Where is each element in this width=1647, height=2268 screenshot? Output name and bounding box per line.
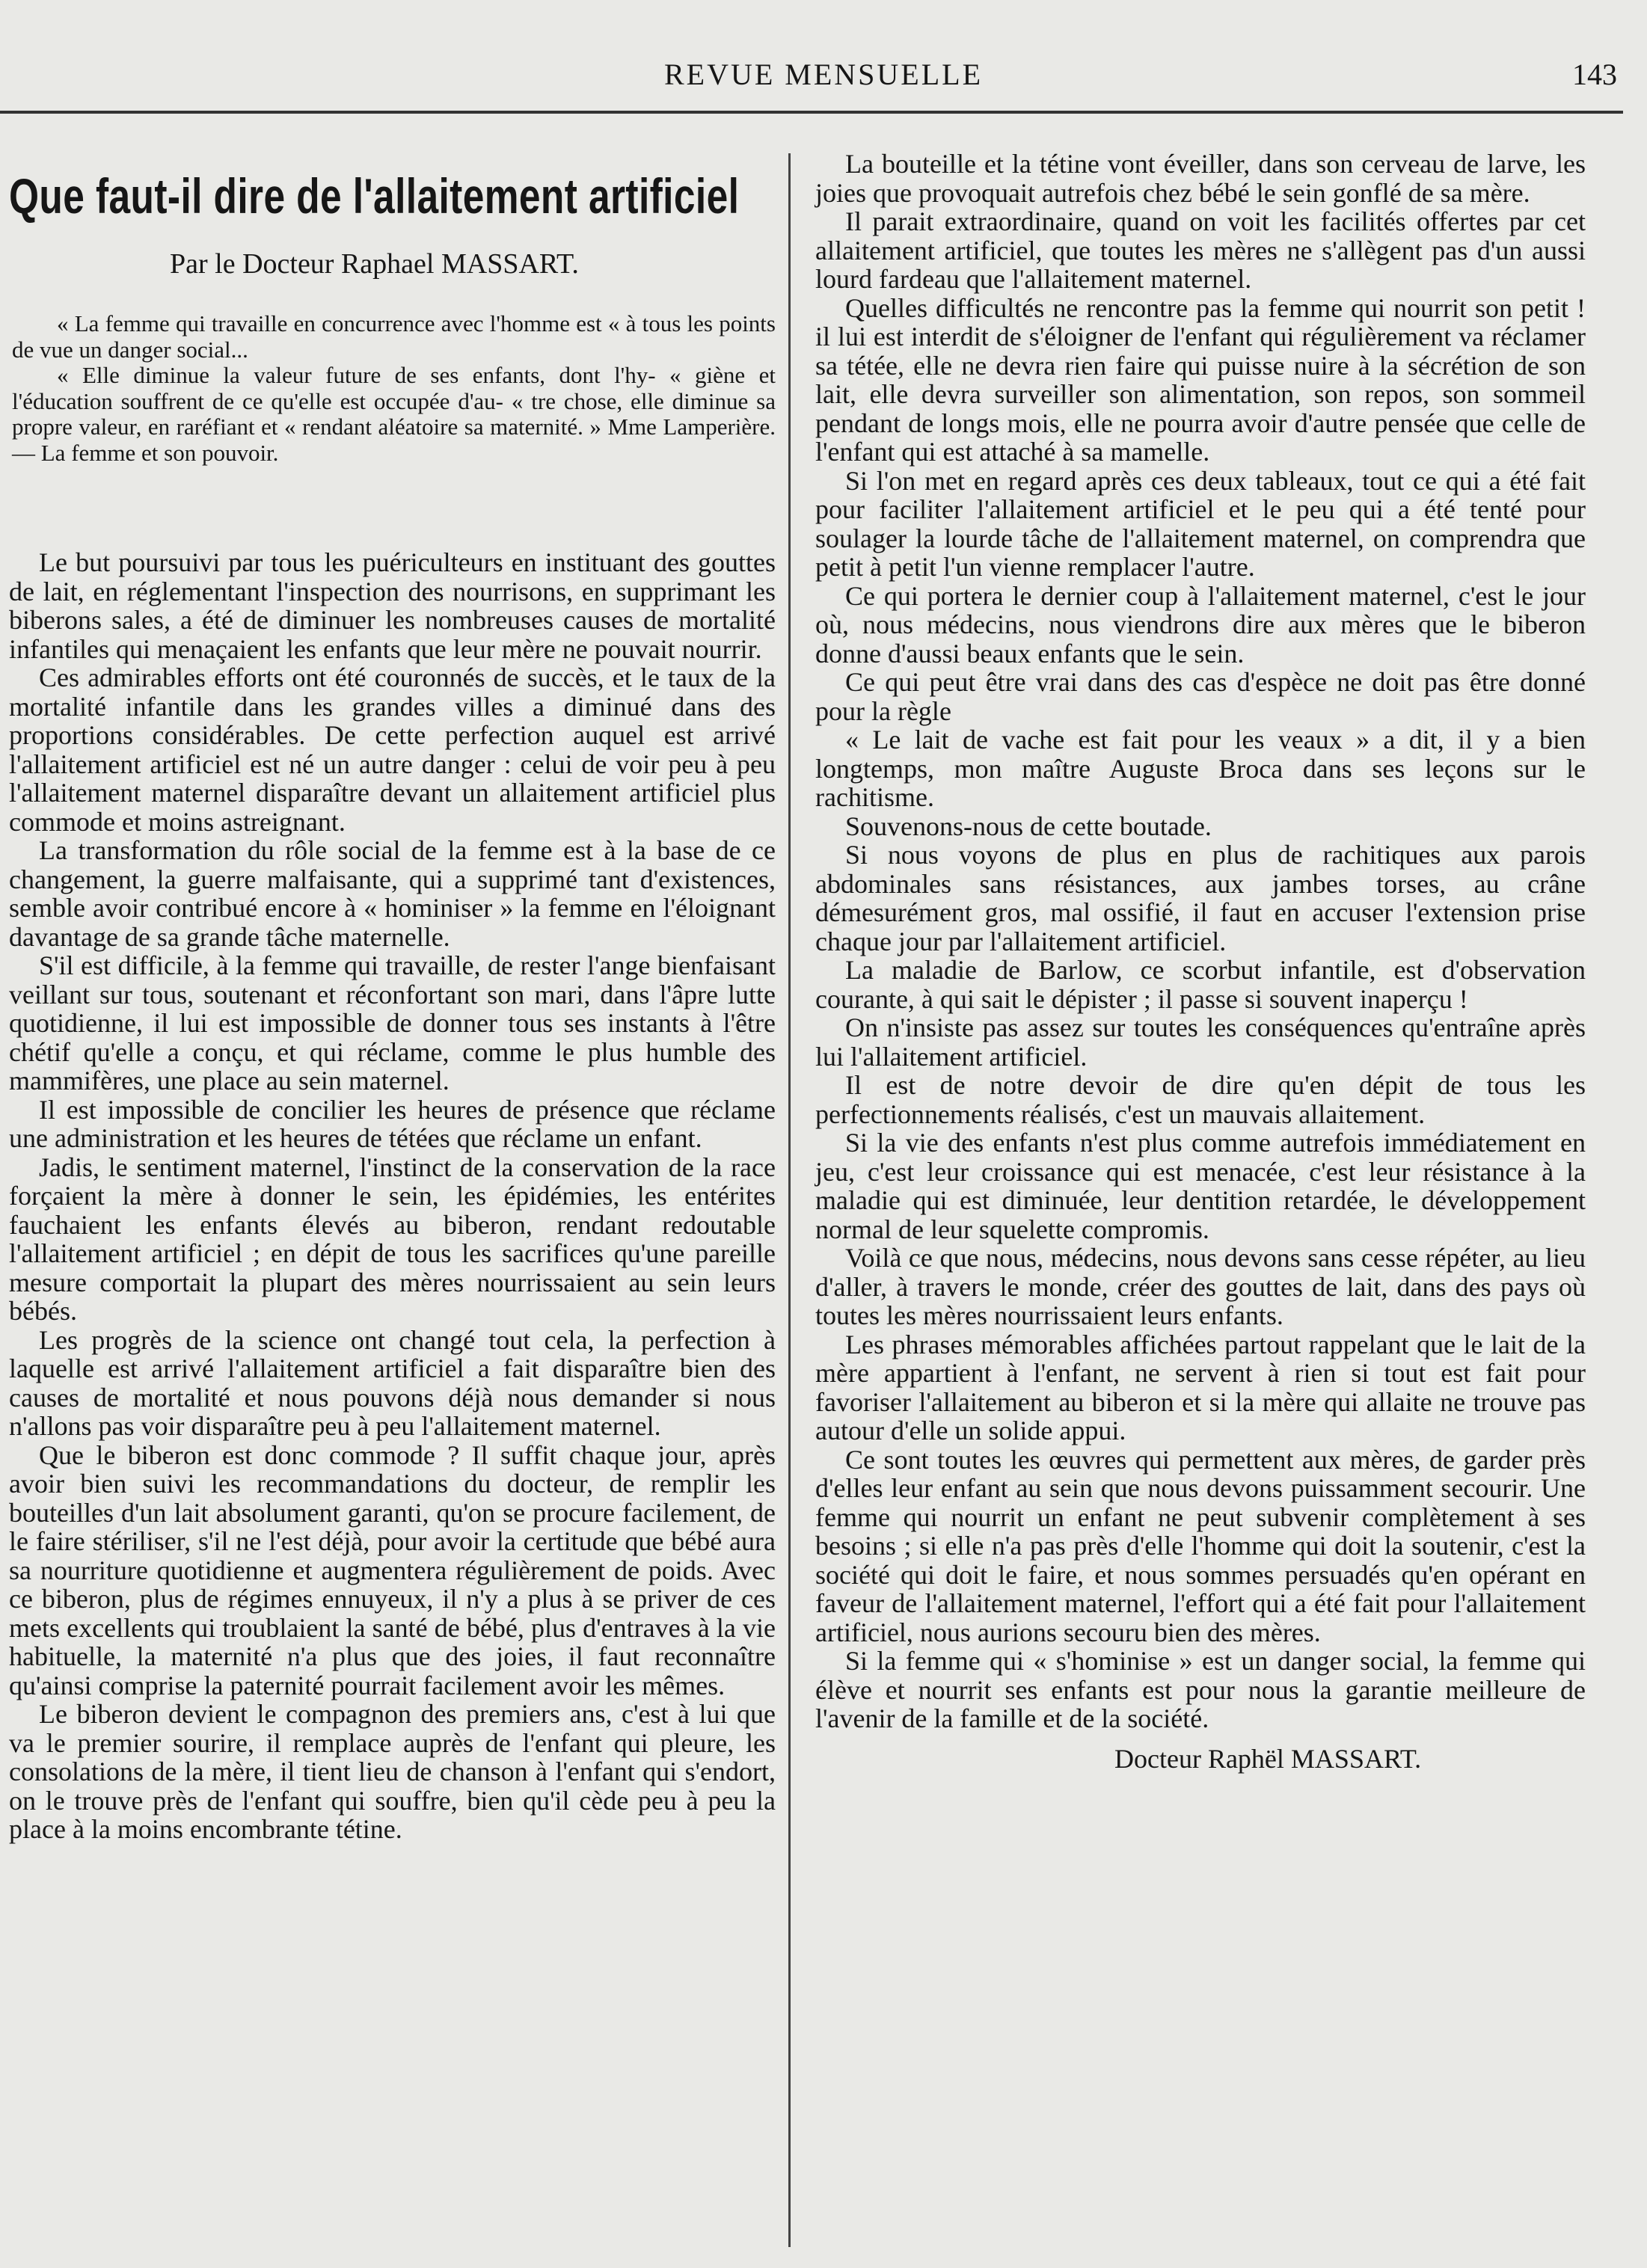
paragraph: Les phrases mémorables affichées partout rappelant que le lait de la mère appartient à l'enfant, ne servent à rien si tout est fait pour favoriser l'allaitement au biberon et si la mère qui allaite ne trouve pas autour d'elle un solide appui. [815,1329,1586,1445]
paragraph: Ce sont toutes les œuvres qui permettent aux mères, de garder près d'elles leur enfant au sein que nous devons puissamment secourir. Une femme qui nourrit un enfant ne peut subvenir complètement à ses besoins ; si elle n'a pas près d'elle l'homme qui doit la soutenir, c'est la société qui doit le faire, et nous sommes persuadés qu'en opérant en faveur de l'allaitement maternel, l'effort qui a été fait pour l'allaitement artificiel, nous aurions secouru bien des mères. [815,1444,1586,1647]
paragraph: Jadis, le sentiment maternel, l'instinct de la conservation de la race forçaient la mère à donner le sein, les épidémies, les entérites fauchaient les enfants élevés au biberon, rendant redoutable l'allaitement artificiel ; en dépit de tous les sacrifices qu'une pareille mesure comportait la plupart des mères nourrissaient au sein leurs bébés. [9,1152,776,1326]
paragraph: Voilà ce que nous, médecins, nous devons sans cesse répéter, au lieu d'aller, à travers le monde, créer des gouttes de lait, dans des pays où toutes les mères nourrissaient leurs enfants. [815,1243,1586,1330]
paragraph: Que le biberon est donc commode ? Il suffit chaque jour, après avoir bien suivi les recommandations du docteur, de remplir les bouteilles d'un lait absolument garanti, qu'on se procure facilement, de le faire stériliser, s'il ne l'est déjà, pour avoir la certitude que bébé aura sa nourriture quotidienne et augmentera régulièrement de poids. Avec ce biberon, plus de régimes ennuyeux, il n'y a plus à se priver de ces mets excellents qui troublaient la santé de bébé, plus d'entraves à la vie habituelle, la maternité n'a plus que des joies, il faut reconnaître qu'ainsi comprise la paternité pourrait facilement avoir les mêmes. [9,1439,776,1700]
article-title: Que faut-il dire de l'allaitement artificiel [9,168,740,224]
paragraph: La bouteille et la tétine vont éveiller, dans son cerveau de larve, les joies que provoquait autrefois chez bébé le sein gonflé de sa mère. [815,149,1586,208]
epigraph-paragraph: « La femme qui travaille en concurrence avec l'homme est « à tous les points de vue un danger social... [12,310,776,363]
paragraph: S'il est difficile, à la femme qui travaille, de rester l'ange bienfaisant veillant sur tous, soutenant et réconfortant son mari, dans l'âpre lutte quotidienne, il lui est impossible de donner tous ses instants à l'être chétif qu'elle a conçu, et qui réclame, comme le plus humble des mammifères, une place au sein maternel. [9,950,776,1095]
paragraph: Il est impossible de concilier les heures de présence que réclame une administration et les heures de tétées que réclame un enfant. [9,1094,776,1153]
paragraph: Le biberon devient le compagnon des premiers ans, c'est à lui que va le premier sourire, il remplace auprès de l'enfant qui pleure, les consolations de la mère, il tient lieu de chanson à l'enfant qui s'endort, on le trouve près de l'enfant qui souffre, bien qu'il cède peu à peu la place à la moins encombrante tétine. [9,1699,776,1844]
author-signature: Docteur Raphël MASSART. [1114,1743,1422,1774]
page-number: 143 [1572,58,1617,91]
paragraph: Ces admirables efforts ont été couronnés de succès, et le taux de la mortalité infantile dans les grandes villes a diminué dans des proportions considérables. De cette perfection auquel est arrivé l'allaitement artificiel est né un autre danger : celui de voir peu à peu l'allaitement maternel disparaître devant un allaitement artificiel plus commode et moins astreignant. [9,663,776,837]
paragraph: « Le lait de vache est fait pour les veaux » a dit, il y a bien longtemps, mon maître Auguste Broca dans ses leçons sur le rachitisme. [815,725,1586,812]
paragraph: Le but poursuivi par tous les puériculteurs en instituant des gouttes de lait, en réglementant l'inspection des nourrisons, en supprimant les biberons sales, a été de diminuer les nombreuses causes de mortalité infantiles qui menaçaient les enfants que leur mère ne pouvait nourrir. [9,547,776,664]
paragraph: On n'insiste pas assez sur toutes les conséquences qu'entraîne après lui l'allaitement artificiel. [815,1012,1586,1072]
column-divider [788,153,791,2247]
paragraph: La transformation du rôle social de la femme est à la base de ce changement, la guerre malfaisante, qui a supprimé tant d'existences, semble avoir contribué encore à « hominiser » la femme en l'éloignant davantage de sa grande tâche maternelle. [9,835,776,952]
paragraph: Souvenons-nous de cette boutade. [845,811,1212,841]
running-header: REVUE MENSUELLE [663,58,984,91]
paragraph: Si la vie des enfants n'est plus comme autrefois immédiatement en jeu, c'est leur croissance qui est menacée, c'est leur résistance à la maladie qui est diminuée, leur dentition retardée, le développement normal de leur squelette compromis. [815,1128,1586,1244]
paragraph: Il est de notre devoir de dire qu'en dépit de tous les perfectionnements réalisés, c'est un mauvais allaitement. [815,1070,1586,1129]
paragraph: Les progrès de la science ont changé tout cela, la perfection à laquelle est arrivé l'allaitement artificiel a fait disparaître bien des causes de mortalité et nous pouvons déjà nous demander si nous n'allons pas voir disparaître peu à peu l'allaitement maternel. [9,1324,776,1441]
paragraph: Ce qui peut être vrai dans des cas d'espèce ne doit pas être donné pour la règle [815,667,1586,726]
paragraph: Si l'on met en regard après ces deux tableaux, tout ce qui a été fait pour faciliter l'allaitement artificiel et le peu qui a été tenté pour soulager la lourde tâche de l'allaitement maternel, on comprendra que petit à petit l'un vienne remplacer l'autre. [815,465,1586,582]
left-column [9,166,776,1844]
paragraph: La maladie de Barlow, ce scorbut infantile, est d'observation courante, à qui sait le dépister ; il passe si souvent inaperçu ! [815,955,1586,1014]
paragraph: Quelles difficultés ne rencontre pas la femme qui nourrit son petit ! il lui est interdit de s'éloigner de l'enfant qui régulièrement va réclamer sa tétée, elle ne devra rien faire qui puisse nuire à la sécrétion de son lait, elle devra surveiller son alimentation, son repos, son sommeil pendant de longs mois, elle ne pourra avoir d'autre pensée que celle de l'enfant qui est attaché à sa mamelle. [815,292,1586,467]
right-column [815,150,1586,1774]
header-rule [0,111,1623,114]
paragraph: Si la femme qui « s'hominise » est un danger social, la femme qui élève et nourrit ses enfants est pour nous la garantie meilleure de l'avenir de la famille et de la société. [815,1646,1586,1733]
paragraph: Il parait extraordinaire, quand on voit les facilités offertes par cet allaitement artificiel, que toutes les mères ne s'allègent pas d'un aussi lourd fardeau que l'allaitement maternel. [815,206,1586,294]
paragraph: Si nous voyons de plus en plus de rachitiques aux parois abdominales sans résistances, aux jambes torses, au crâne démesurément gros, mal ossifié, il faut en accuser l'extension prise chaque jour par l'allaitement artificiel. [815,840,1586,956]
left-body-text [9,548,776,1844]
paragraph: Ce qui portera le dernier coup à l'allaitement maternel, c'est le jour où, nous médecins, nous viendrons dire aux mères que le biberon donne d'aussi beaux enfants que le sein. [815,580,1586,669]
epigraph [9,311,776,466]
epigraph-paragraph: « Elle diminue la valeur future de ses enfants, dont l'hy- « giène et l'éducation souffrent de ce qu'elle est occupée d'au- « tre chose, elle diminue sa propre valeur, en raréfiant et « rendant aléatoire sa maternité. » Mme Lamperière. — La femme et son pouvoir. [12,362,776,466]
byline: Par le Docteur Raphael MASSART. [170,248,579,280]
right-body-text [815,150,1586,1733]
